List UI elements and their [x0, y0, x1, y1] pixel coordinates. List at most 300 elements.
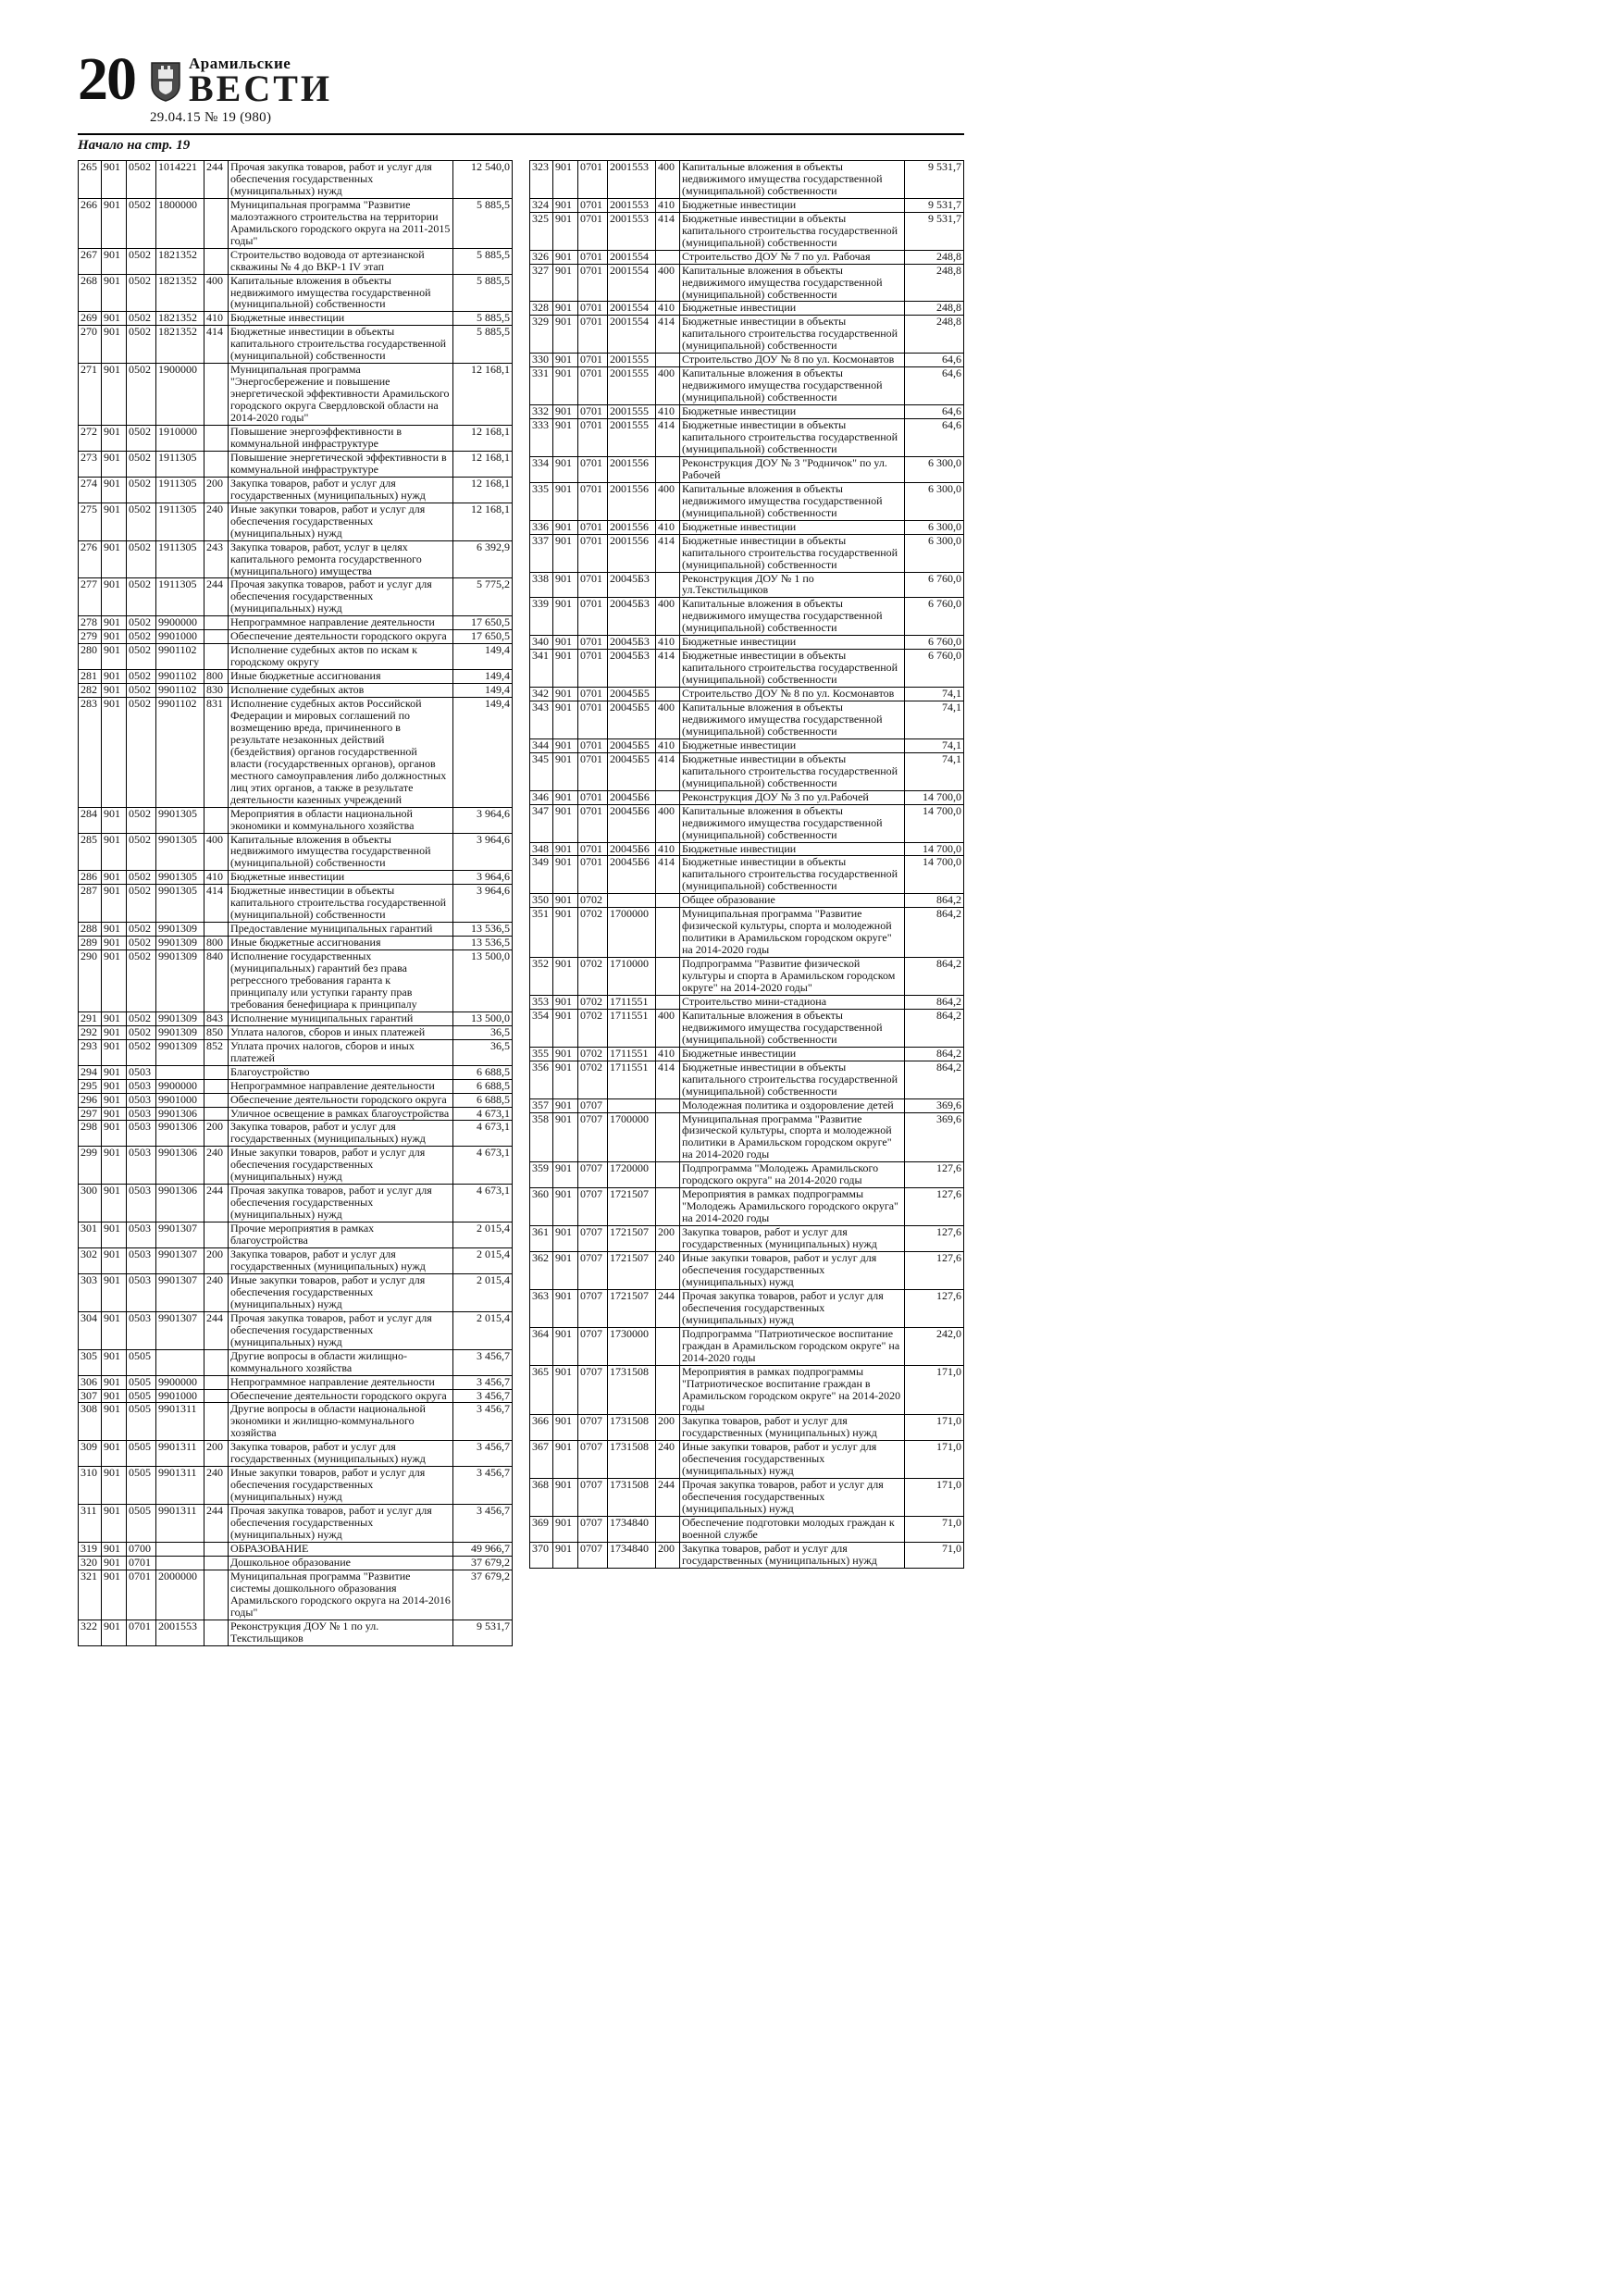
target-article-cell: 2001554: [608, 250, 656, 264]
expense-type-cell: [204, 1542, 229, 1556]
row-number-cell: 348: [530, 842, 553, 856]
table-row: [530, 1188, 964, 1226]
expense-type-cell: 400: [204, 274, 229, 312]
section-code-cell: 0502: [127, 684, 156, 698]
amount-cell: 9 531,7: [905, 161, 964, 199]
expense-name-cell: Повышение энергетической эффективности в коммунальной инфраструктуре: [229, 451, 453, 477]
target-article-cell: 2001555: [608, 419, 656, 457]
section-code-cell: 0503: [127, 1222, 156, 1248]
section-code-cell: 0701: [127, 1556, 156, 1570]
expense-name-cell: Исполнение муниципальных гарантий: [229, 1011, 453, 1025]
section-code-cell: 0707: [578, 1479, 608, 1517]
expense-name-cell: Бюджетные инвестиции в объекты капитального строительства государственной (муниципальной) собственности: [680, 212, 905, 250]
expense-name-cell: Муниципальная программа "Развитие малоэтажного строительства на территории Арамильского городского округа на 2011-2015 годы": [229, 198, 453, 248]
target-article-cell: [156, 1542, 204, 1556]
section-code-cell: 0503: [127, 1273, 156, 1311]
table-row: [79, 1093, 513, 1107]
row-number-cell: 274: [79, 477, 102, 503]
expense-type-cell: 400: [204, 833, 229, 871]
table-row: [530, 701, 964, 739]
table-row: [530, 995, 964, 1009]
target-article-cell: 2001555: [608, 367, 656, 405]
section-code-cell: 0701: [578, 520, 608, 534]
grbs-code-cell: 901: [102, 161, 127, 199]
expense-type-cell: [204, 198, 229, 248]
section-code-cell: 0701: [578, 856, 608, 894]
expense-name-cell: Закупка товаров, работ и услуг для государственных (муниципальных) нужд: [680, 1542, 905, 1568]
target-article-cell: 1721507: [608, 1226, 656, 1252]
target-article-cell: 9901307: [156, 1222, 204, 1248]
row-number-cell: 287: [79, 885, 102, 923]
expense-type-cell: [204, 248, 229, 274]
target-article-cell: 1720000: [608, 1162, 656, 1188]
expense-type-cell: [204, 364, 229, 426]
row-number-cell: 345: [530, 752, 553, 790]
section-code-cell: 0503: [127, 1065, 156, 1079]
expense-type-cell: 244: [204, 578, 229, 616]
row-number-cell: 310: [79, 1467, 102, 1505]
target-article-cell: 2001554: [608, 264, 656, 302]
grbs-code-cell: 901: [102, 950, 127, 1012]
target-article-cell: 9901305: [156, 807, 204, 833]
table-row: [79, 871, 513, 885]
expense-name-cell: Прочая закупка товаров, работ и услуг для обеспечения государственных (муниципальных) нужд: [229, 1311, 453, 1349]
expense-type-cell: 240: [656, 1441, 680, 1479]
section-code-cell: 0502: [127, 161, 156, 199]
expense-name-cell: Муниципальная программа "Энергосбережение и повышение энергетической эффективности Арамильского городского округа Свердловской области на 2014-2020 годы": [229, 364, 453, 426]
expense-name-cell: Исполнение судебных актов по искам к городскому округу: [229, 644, 453, 670]
table-row: [530, 636, 964, 650]
amount-cell: 369,6: [905, 1098, 964, 1112]
expense-type-cell: 200: [204, 477, 229, 503]
table-row: [79, 1505, 513, 1543]
section-code-cell: 0502: [127, 833, 156, 871]
amount-cell: 3 456,7: [453, 1441, 513, 1467]
amount-cell: 74,1: [905, 738, 964, 752]
row-number-cell: 286: [79, 871, 102, 885]
section-code-cell: 0701: [578, 804, 608, 842]
expense-type-cell: [204, 630, 229, 644]
amount-cell: 864,2: [905, 1061, 964, 1098]
expense-type-cell: 850: [204, 1025, 229, 1039]
expense-name-cell: Бюджетные инвестиции: [680, 842, 905, 856]
grbs-code-cell: 901: [102, 885, 127, 923]
grbs-code-cell: 901: [553, 856, 578, 894]
section-code-cell: 0502: [127, 616, 156, 630]
target-article-cell: 1911305: [156, 477, 204, 503]
section-code-cell: 0707: [578, 1415, 608, 1441]
grbs-code-cell: 901: [102, 1222, 127, 1248]
grbs-code-cell: 901: [553, 1289, 578, 1327]
grbs-code-cell: 901: [553, 790, 578, 804]
expense-type-cell: 410: [656, 1047, 680, 1061]
target-article-cell: 9900000: [156, 1375, 204, 1389]
amount-cell: 149,4: [453, 670, 513, 684]
table-row: [79, 1620, 513, 1645]
target-article-cell: 20045Б3: [608, 572, 656, 598]
row-number-cell: 357: [530, 1098, 553, 1112]
expense-type-cell: [656, 995, 680, 1009]
expense-type-cell: 200: [204, 1441, 229, 1467]
section-code-cell: 0503: [127, 1079, 156, 1093]
target-article-cell: 20045Б6: [608, 790, 656, 804]
grbs-code-cell: 901: [102, 1107, 127, 1121]
table-row: [530, 316, 964, 354]
expense-type-cell: 840: [204, 950, 229, 1012]
target-article-cell: 1711551: [608, 1061, 656, 1098]
grbs-code-cell: 901: [102, 1025, 127, 1039]
table-row: [530, 804, 964, 842]
row-number-cell: 303: [79, 1273, 102, 1311]
grbs-code-cell: 901: [553, 482, 578, 520]
target-article-cell: 9900000: [156, 616, 204, 630]
table-row: [79, 1065, 513, 1079]
target-article-cell: 9901102: [156, 644, 204, 670]
grbs-code-cell: 901: [553, 1188, 578, 1226]
amount-cell: 14 700,0: [905, 842, 964, 856]
expense-name-cell: Капитальные вложения в объекты недвижимого имущества государственной (муниципальной) собственности: [229, 274, 453, 312]
amount-cell: 17 650,5: [453, 630, 513, 644]
table-row: [530, 1365, 964, 1415]
amount-cell: 71,0: [905, 1517, 964, 1543]
amount-cell: 864,2: [905, 995, 964, 1009]
section-code-cell: 0701: [578, 250, 608, 264]
expense-name-cell: Иные закупки товаров, работ и услуг для обеспечения государственных (муниципальных) нужд: [229, 503, 453, 540]
grbs-code-cell: 901: [553, 264, 578, 302]
amount-cell: 369,6: [905, 1112, 964, 1162]
section-code-cell: 0502: [127, 1011, 156, 1025]
expense-name-cell: Обеспечение деятельности городского округа: [229, 630, 453, 644]
row-number-cell: 326: [530, 250, 553, 264]
table-row: [530, 250, 964, 264]
target-article-cell: 1734840: [608, 1517, 656, 1543]
amount-cell: 4 673,1: [453, 1147, 513, 1185]
table-row: [79, 426, 513, 452]
expense-name-cell: Капитальные вложения в объекты недвижимого имущества государственной (муниципальной) собственности: [680, 701, 905, 739]
row-number-cell: 350: [530, 894, 553, 908]
amount-cell: 3 456,7: [453, 1467, 513, 1505]
row-number-cell: 322: [79, 1620, 102, 1645]
amount-cell: 6 688,5: [453, 1079, 513, 1093]
expense-name-cell: Бюджетные инвестиции в объекты капитального строительства государственной (муниципальной) собственности: [229, 885, 453, 923]
expense-name-cell: Бюджетные инвестиции: [229, 312, 453, 326]
target-article-cell: 20045Б6: [608, 856, 656, 894]
table-row: [530, 1009, 964, 1047]
table-row: [530, 1327, 964, 1365]
table-row: [530, 1542, 964, 1568]
grbs-code-cell: 901: [553, 405, 578, 419]
expense-type-cell: 400: [656, 701, 680, 739]
expense-type-cell: [204, 807, 229, 833]
section-code-cell: 0503: [127, 1248, 156, 1274]
row-number-cell: 366: [530, 1415, 553, 1441]
amount-cell: 127,6: [905, 1162, 964, 1188]
expense-name-cell: Реконструкция ДОУ № 1 по ул. Текстильщиков: [229, 1620, 453, 1645]
row-number-cell: 339: [530, 598, 553, 636]
table-row: [79, 578, 513, 616]
target-article-cell: 1721507: [608, 1252, 656, 1290]
expense-name-cell: Подпрограмма "Развитие физической культуры и спорта в Арамильском городском округе" на 2014-2020 годы": [680, 958, 905, 996]
target-article-cell: 20045Б6: [608, 842, 656, 856]
section-code-cell: 0701: [578, 405, 608, 419]
row-number-cell: 307: [79, 1389, 102, 1403]
grbs-code-cell: 901: [102, 198, 127, 248]
amount-cell: 74,1: [905, 688, 964, 701]
grbs-code-cell: 901: [553, 367, 578, 405]
expense-type-cell: 244: [204, 1505, 229, 1543]
expense-name-cell: Иные бюджетные ассигнования: [229, 670, 453, 684]
expense-name-cell: Уличное освещение в рамках благоустройства: [229, 1107, 453, 1121]
table-row: [530, 1112, 964, 1162]
grbs-code-cell: 901: [102, 1248, 127, 1274]
table-row: [530, 1098, 964, 1112]
section-code-cell: 0502: [127, 950, 156, 1012]
table-row: [79, 198, 513, 248]
expense-name-cell: Муниципальная программа "Развитие физической культуры, спорта и молодежной политики в Арамильском городском округе" на 2014-2020 годы: [680, 1112, 905, 1162]
target-article-cell: 1731508: [608, 1441, 656, 1479]
target-article-cell: 2001555: [608, 405, 656, 419]
target-article-cell: 1734840: [608, 1542, 656, 1568]
grbs-code-cell: 901: [553, 598, 578, 636]
grbs-code-cell: 901: [102, 451, 127, 477]
target-article-cell: 9901306: [156, 1185, 204, 1222]
expense-type-cell: 240: [204, 1467, 229, 1505]
target-article-cell: 9901000: [156, 1389, 204, 1403]
expense-name-cell: Строительство ДОУ № 7 по ул. Рабочая: [680, 250, 905, 264]
section-code-cell: 0502: [127, 670, 156, 684]
expense-type-cell: 800: [204, 937, 229, 950]
grbs-code-cell: 901: [553, 212, 578, 250]
amount-cell: 12 168,1: [453, 451, 513, 477]
row-number-cell: 275: [79, 503, 102, 540]
table-row: [530, 598, 964, 636]
section-code-cell: 0505: [127, 1403, 156, 1441]
expense-type-cell: 410: [656, 302, 680, 316]
expense-name-cell: Строительство водовода от артезианской скважины № 4 до ВКР-1 IV этап: [229, 248, 453, 274]
expense-name-cell: Уплата налогов, сборов и иных платежей: [229, 1025, 453, 1039]
grbs-code-cell: 901: [553, 1252, 578, 1290]
expense-type-cell: [204, 426, 229, 452]
expense-name-cell: Капитальные вложения в объекты недвижимого имущества государственной (муниципальной) собственности: [229, 833, 453, 871]
expense-name-cell: Иные бюджетные ассигнования: [229, 937, 453, 950]
grbs-code-cell: 901: [553, 161, 578, 199]
target-article-cell: 9901102: [156, 698, 204, 808]
target-article-cell: 9901309: [156, 1025, 204, 1039]
grbs-code-cell: 901: [102, 630, 127, 644]
row-number-cell: 277: [79, 578, 102, 616]
amount-cell: 149,4: [453, 684, 513, 698]
grbs-code-cell: 901: [553, 250, 578, 264]
expense-type-cell: [204, 1389, 229, 1403]
table-row: [530, 790, 964, 804]
grbs-code-cell: 901: [102, 503, 127, 540]
target-article-cell: 1731508: [608, 1479, 656, 1517]
table-row: [79, 1107, 513, 1121]
row-number-cell: 327: [530, 264, 553, 302]
table-row: [79, 248, 513, 274]
grbs-code-cell: 901: [553, 842, 578, 856]
target-article-cell: 1014221: [156, 161, 204, 199]
grbs-code-cell: 901: [553, 302, 578, 316]
expense-name-cell: Прочая закупка товаров, работ и услуг для обеспечения государственных (муниципальных) нужд: [229, 1185, 453, 1222]
expense-name-cell: Бюджетные инвестиции: [680, 198, 905, 212]
grbs-code-cell: 901: [102, 1375, 127, 1389]
target-article-cell: 1800000: [156, 198, 204, 248]
grbs-code-cell: 901: [102, 937, 127, 950]
section-code-cell: 0701: [578, 534, 608, 572]
amount-cell: 864,2: [905, 1047, 964, 1061]
row-number-cell: 352: [530, 958, 553, 996]
expense-type-cell: 830: [204, 684, 229, 698]
expense-type-cell: 414: [656, 212, 680, 250]
target-article-cell: 2001556: [608, 534, 656, 572]
section-code-cell: 0701: [578, 482, 608, 520]
amount-cell: 127,6: [905, 1252, 964, 1290]
expense-type-cell: 843: [204, 1011, 229, 1025]
grbs-code-cell: 901: [553, 1162, 578, 1188]
masthead-name-bottom: ВЕСТИ: [189, 68, 333, 109]
row-number-cell: 297: [79, 1107, 102, 1121]
row-number-cell: 293: [79, 1039, 102, 1065]
expense-name-cell: Капитальные вложения в объекты недвижимого имущества государственной (муниципальной) собственности: [680, 1009, 905, 1047]
target-article-cell: 9901306: [156, 1147, 204, 1185]
row-number-cell: 302: [79, 1248, 102, 1274]
section-code-cell: 0707: [578, 1542, 608, 1568]
expense-type-cell: 200: [656, 1415, 680, 1441]
amount-cell: 864,2: [905, 908, 964, 958]
target-article-cell: 1821352: [156, 248, 204, 274]
expense-name-cell: Иные закупки товаров, работ и услуг для обеспечения государственных (муниципальных) нужд: [680, 1252, 905, 1290]
issue-dateline: 29.04.15 № 19 (980): [150, 110, 272, 125]
table-row: [79, 326, 513, 364]
target-article-cell: 9901309: [156, 950, 204, 1012]
grbs-code-cell: 901: [102, 1311, 127, 1349]
row-number-cell: 325: [530, 212, 553, 250]
row-number-cell: 272: [79, 426, 102, 452]
coat-of-arms-icon: [150, 61, 181, 102]
expense-name-cell: Реконструкция ДОУ № 1 по ул.Текстильщиков: [680, 572, 905, 598]
expense-type-cell: [656, 1365, 680, 1415]
row-number-cell: 289: [79, 937, 102, 950]
target-article-cell: 9901309: [156, 1039, 204, 1065]
section-code-cell: 0701: [578, 738, 608, 752]
grbs-code-cell: 901: [102, 1441, 127, 1467]
amount-cell: 864,2: [905, 1009, 964, 1047]
expense-name-cell: Бюджетные инвестиции в объекты капитального строительства государственной (муниципальной) собственности: [680, 419, 905, 457]
target-article-cell: 1821352: [156, 312, 204, 326]
table-row: [530, 482, 964, 520]
amount-cell: 64,6: [905, 367, 964, 405]
row-number-cell: 300: [79, 1185, 102, 1222]
expense-type-cell: [656, 572, 680, 598]
section-code-cell: 0503: [127, 1147, 156, 1185]
expense-type-cell: [656, 354, 680, 367]
table-row: [530, 1517, 964, 1543]
target-article-cell: 1700000: [608, 1112, 656, 1162]
target-article-cell: 9901311: [156, 1505, 204, 1543]
amount-cell: 5 775,2: [453, 578, 513, 616]
expense-name-cell: Иные закупки товаров, работ и услуг для обеспечения государственных (муниципальных) нужд: [229, 1273, 453, 1311]
amount-cell: 37 679,2: [453, 1556, 513, 1570]
section-code-cell: 0505: [127, 1505, 156, 1543]
table-row: [530, 650, 964, 688]
row-number-cell: 341: [530, 650, 553, 688]
grbs-code-cell: 901: [102, 1079, 127, 1093]
target-article-cell: 9901309: [156, 923, 204, 937]
table-row: [530, 1047, 964, 1061]
table-row: [79, 923, 513, 937]
row-number-cell: 266: [79, 198, 102, 248]
expense-name-cell: Прочая закупка товаров, работ и услуг для обеспечения государственных (муниципальных) нужд: [229, 578, 453, 616]
table-row: [530, 161, 964, 199]
target-article-cell: 1710000: [608, 958, 656, 996]
section-code-cell: 0701: [578, 688, 608, 701]
amount-cell: 171,0: [905, 1479, 964, 1517]
masthead-name-top: Арамильские: [189, 55, 291, 72]
expense-type-cell: [204, 923, 229, 937]
grbs-code-cell: 901: [102, 578, 127, 616]
amount-cell: 248,8: [905, 316, 964, 354]
target-article-cell: [608, 1098, 656, 1112]
row-number-cell: 346: [530, 790, 553, 804]
amount-cell: 64,6: [905, 419, 964, 457]
row-number-cell: 369: [530, 1517, 553, 1543]
target-article-cell: 2001553: [608, 212, 656, 250]
table-row: [79, 161, 513, 199]
expense-name-cell: Исполнение судебных актов Российской Федерации и мировых соглашений по возмещению вреда, причиненного в результате незаконных действий (бездействия) органов государственной власти (государственных органов), органов местного самоуправления либо должностных лиц этих органов, а также в результате деятельности казенных учреждений: [229, 698, 453, 808]
expense-name-cell: Прочая закупка товаров, работ и услуг для обеспечения государственных (муниципальных) нужд: [680, 1479, 905, 1517]
expense-name-cell: Строительство ДОУ № 8 по ул. Космонавтов: [680, 688, 905, 701]
amount-cell: 5 885,5: [453, 198, 513, 248]
amount-cell: 127,6: [905, 1289, 964, 1327]
row-number-cell: 308: [79, 1403, 102, 1441]
section-code-cell: 0505: [127, 1389, 156, 1403]
expense-type-cell: 831: [204, 698, 229, 808]
amount-cell: 12 168,1: [453, 503, 513, 540]
expense-type-cell: [656, 250, 680, 264]
grbs-code-cell: 901: [553, 520, 578, 534]
table-row: [530, 1252, 964, 1290]
grbs-code-cell: 901: [102, 364, 127, 426]
amount-cell: 5 885,5: [453, 274, 513, 312]
table-row: [530, 572, 964, 598]
section-code-cell: 0701: [578, 161, 608, 199]
target-article-cell: [608, 894, 656, 908]
expense-type-cell: 240: [204, 503, 229, 540]
target-article-cell: 9901307: [156, 1248, 204, 1274]
table-row: [79, 833, 513, 871]
table-row: [530, 212, 964, 250]
amount-cell: 6 688,5: [453, 1065, 513, 1079]
row-number-cell: 342: [530, 688, 553, 701]
amount-cell: 2 015,4: [453, 1222, 513, 1248]
grbs-code-cell: 901: [102, 426, 127, 452]
target-article-cell: 1700000: [608, 908, 656, 958]
expense-type-cell: 244: [656, 1479, 680, 1517]
amount-cell: 13 536,5: [453, 937, 513, 950]
table-row: [530, 1441, 964, 1479]
section-code-cell: 0502: [127, 426, 156, 452]
row-number-cell: 301: [79, 1222, 102, 1248]
amount-cell: 3 456,7: [453, 1375, 513, 1389]
amount-cell: 13 500,0: [453, 1011, 513, 1025]
table-row: [530, 842, 964, 856]
section-code-cell: 0502: [127, 477, 156, 503]
amount-cell: 248,8: [905, 250, 964, 264]
expense-type-cell: [204, 1375, 229, 1389]
table-row: [530, 1479, 964, 1517]
expense-name-cell: Закупка товаров, работ, услуг в целях капитального ремонта государственного (муниципального) имущества: [229, 540, 453, 578]
